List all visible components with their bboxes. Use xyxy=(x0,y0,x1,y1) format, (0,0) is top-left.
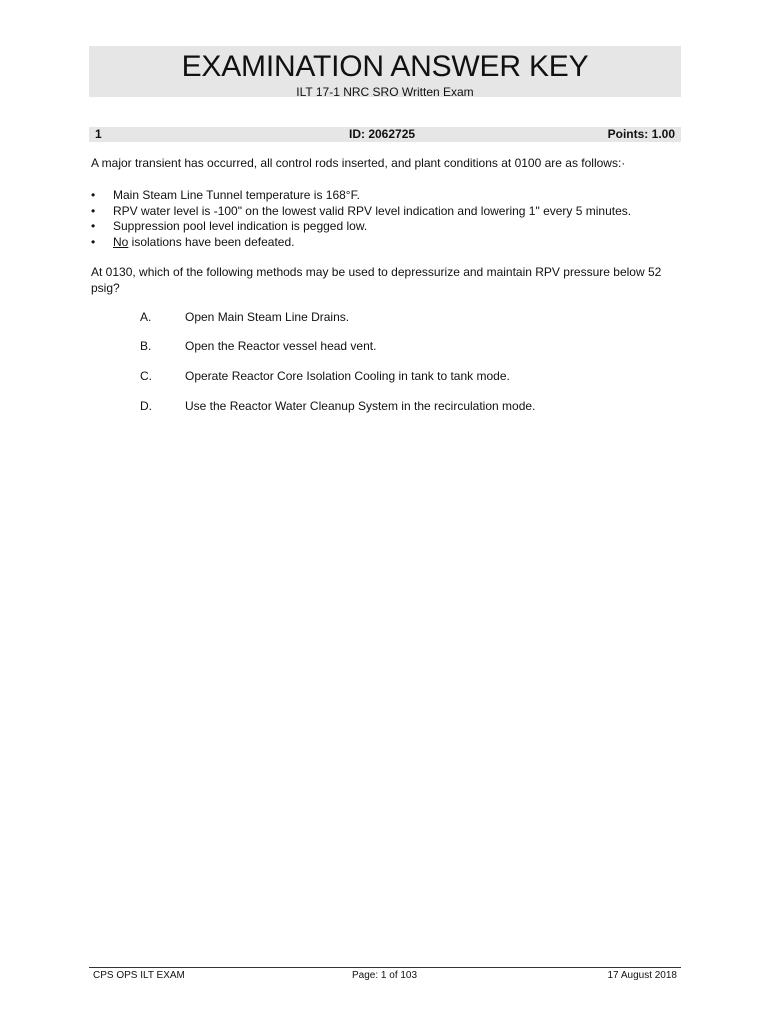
plant-conditions-list xyxy=(91,188,681,250)
choice-c xyxy=(0,369,770,385)
choice-letter: A. xyxy=(140,310,152,324)
bullet-icon: • xyxy=(91,219,96,233)
exam-header xyxy=(89,46,681,97)
bullet-icon: • xyxy=(91,203,96,218)
choice-text: Open the Reactor vessel head vent. xyxy=(185,339,377,353)
list-item xyxy=(91,188,681,204)
question-id: ID: 2062725 xyxy=(349,127,416,141)
choice-b xyxy=(0,339,770,355)
footer-page-number: Page: 1 of 103 xyxy=(352,970,418,981)
condition-text: Suppression pool level indication is pegged low. xyxy=(113,219,368,233)
question-points: Points: 1.00 xyxy=(607,127,675,141)
bullet-icon: • xyxy=(91,188,96,202)
list-item xyxy=(91,204,681,220)
question-number: 1 xyxy=(95,127,102,141)
footer-date: 17 August 2018 xyxy=(607,970,677,981)
page-title: EXAMINATION ANSWER KEY xyxy=(181,50,589,83)
question-stem: A major transient has occurred, all control rods inserted, and plant conditions at 0100 are as follows:· xyxy=(91,156,626,170)
bullet-icon: • xyxy=(91,234,96,249)
choice-letter: D. xyxy=(140,399,152,413)
exam-subtitle: ILT 17-1 NRC SRO Written Exam xyxy=(296,85,474,99)
condition-underlined-word: No xyxy=(113,234,129,249)
choice-text: Open Main Steam Line Drains. xyxy=(185,310,350,324)
choice-text: Operate Reactor Core Isolation Cooling in tank to tank mode. xyxy=(185,369,510,383)
page-footer xyxy=(89,967,681,984)
condition-text: Main Steam Line Tunnel temperature is 168°F. xyxy=(113,188,360,202)
choice-a xyxy=(0,310,770,326)
choice-letter: C. xyxy=(140,369,152,383)
choice-d xyxy=(0,399,770,415)
condition-text: isolations have been defeated. xyxy=(128,234,295,249)
list-item xyxy=(91,219,681,235)
question-header-bar xyxy=(89,127,681,142)
choice-letter: B. xyxy=(140,339,152,353)
choice-text: Use the Reactor Water Cleanup System in the recirculation mode. xyxy=(185,399,536,413)
footer-exam-name: CPS OPS ILT EXAM xyxy=(93,970,185,981)
list-item xyxy=(91,235,681,251)
question-prompt: At 0130, which of the following methods may be used to depressurize and maintain RPV pressure below 52 psig? xyxy=(91,265,662,295)
condition-text: RPV water level is -100" on the lowest valid RPV level indication and lowering 1" every 5 minutes. xyxy=(113,203,632,218)
